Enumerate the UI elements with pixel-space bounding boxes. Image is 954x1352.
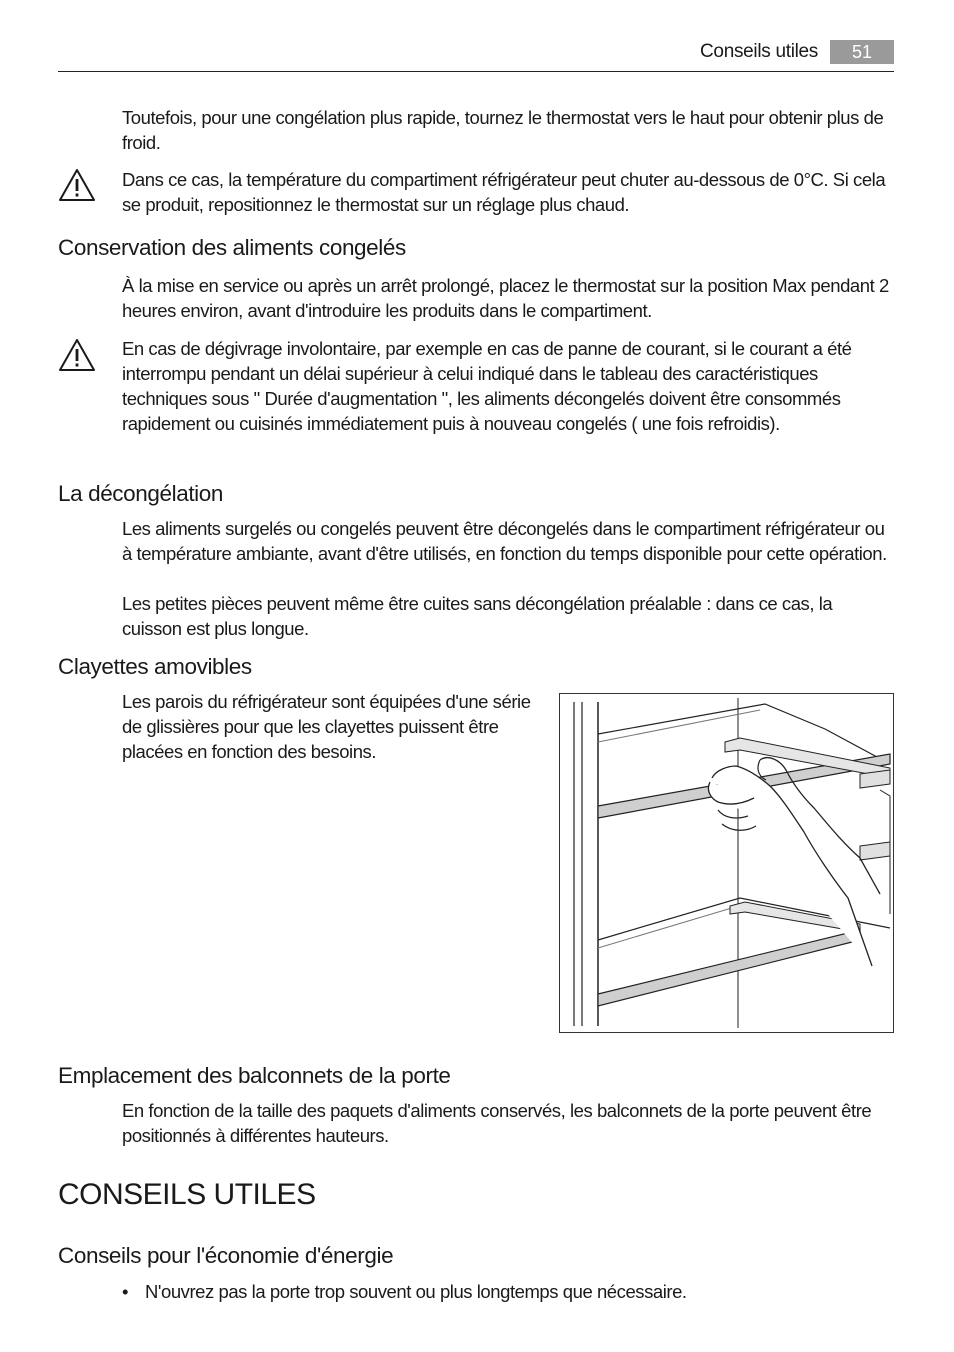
heading-conservation: Conservation des aliments congelés (58, 235, 406, 260)
paragraph-conservation: À la mise en service ou après un arrêt prolongé, placez le thermostat sur la position Max pendant 2 heures environ, avant d'introduire les produits dans le compartiment. (122, 275, 889, 321)
warning-triangle-icon (58, 168, 96, 202)
warning-text-degivrage: En cas de dégivrage involontaire, par exemple en cas de panne de courant, si le courant a été interrompu pendant un délai supérieur à celui indiqué dans le tableau des caractéristiques techniques sous " Durée d'augmentation ", les aliments décongelés doivent être consommés rapidement ou cuisinés immédiatement puis à nouveau congelés ( une fois refroidis). (122, 338, 852, 434)
heading-decongelation: La décongélation (58, 481, 223, 506)
shelf-illustration (559, 693, 894, 1033)
paragraph-balconnets: En fonction de la taille des paquets d'aliments conservés, les balconnets de la porte peuvent être positionnés à différentes hauteurs. (122, 1100, 872, 1146)
bullet-icon: • (122, 1281, 129, 1302)
section-title-conseils-utiles: CONSEILS UTILES (58, 1178, 316, 1211)
warning-text-thermostat: Dans ce cas, la température du compartiment réfrigérateur peut chuter au-dessous de 0°C. Si cela se produit, repositionnez le thermostat sur un réglage plus chaud. (122, 169, 886, 215)
warning-triangle-icon (58, 338, 96, 372)
heading-balconnets: Emplacement des balconnets de la porte (58, 1063, 451, 1088)
list-item (122, 1279, 894, 1304)
heading-economie-energie: Conseils pour l'économie d'énergie (58, 1243, 394, 1268)
paragraph-intro: Toutefois, pour une congélation plus rapide, tournez le thermostat vers le haut pour obtenir plus de froid. (122, 107, 884, 153)
heading-clayettes: Clayettes amovibles (58, 654, 252, 679)
paragraph-decongelation-2: Les petites pièces peuvent même être cuites sans décongélation préalable : dans ce cas, la cuisson est plus longue. (122, 593, 833, 639)
page-number: 51 (830, 40, 894, 64)
page-header (58, 40, 894, 72)
bullet-text: N'ouvrez pas la porte trop souvent ou plus longtemps que nécessaire. (145, 1281, 687, 1302)
header-section-title: Conseils utiles (700, 41, 818, 62)
paragraph-decongelation-1: Les aliments surgelés ou congelés peuvent être décongelés dans le compartiment réfrigérateur ou à température ambiante, avant d'être utilisés, en fonction du temps disponible pour cette opération. (122, 518, 887, 564)
paragraph-clayettes: Les parois du réfrigérateur sont équipées d'une série de glissières pour que les clayettes puissent être placées en fonction des besoins. (122, 691, 531, 762)
